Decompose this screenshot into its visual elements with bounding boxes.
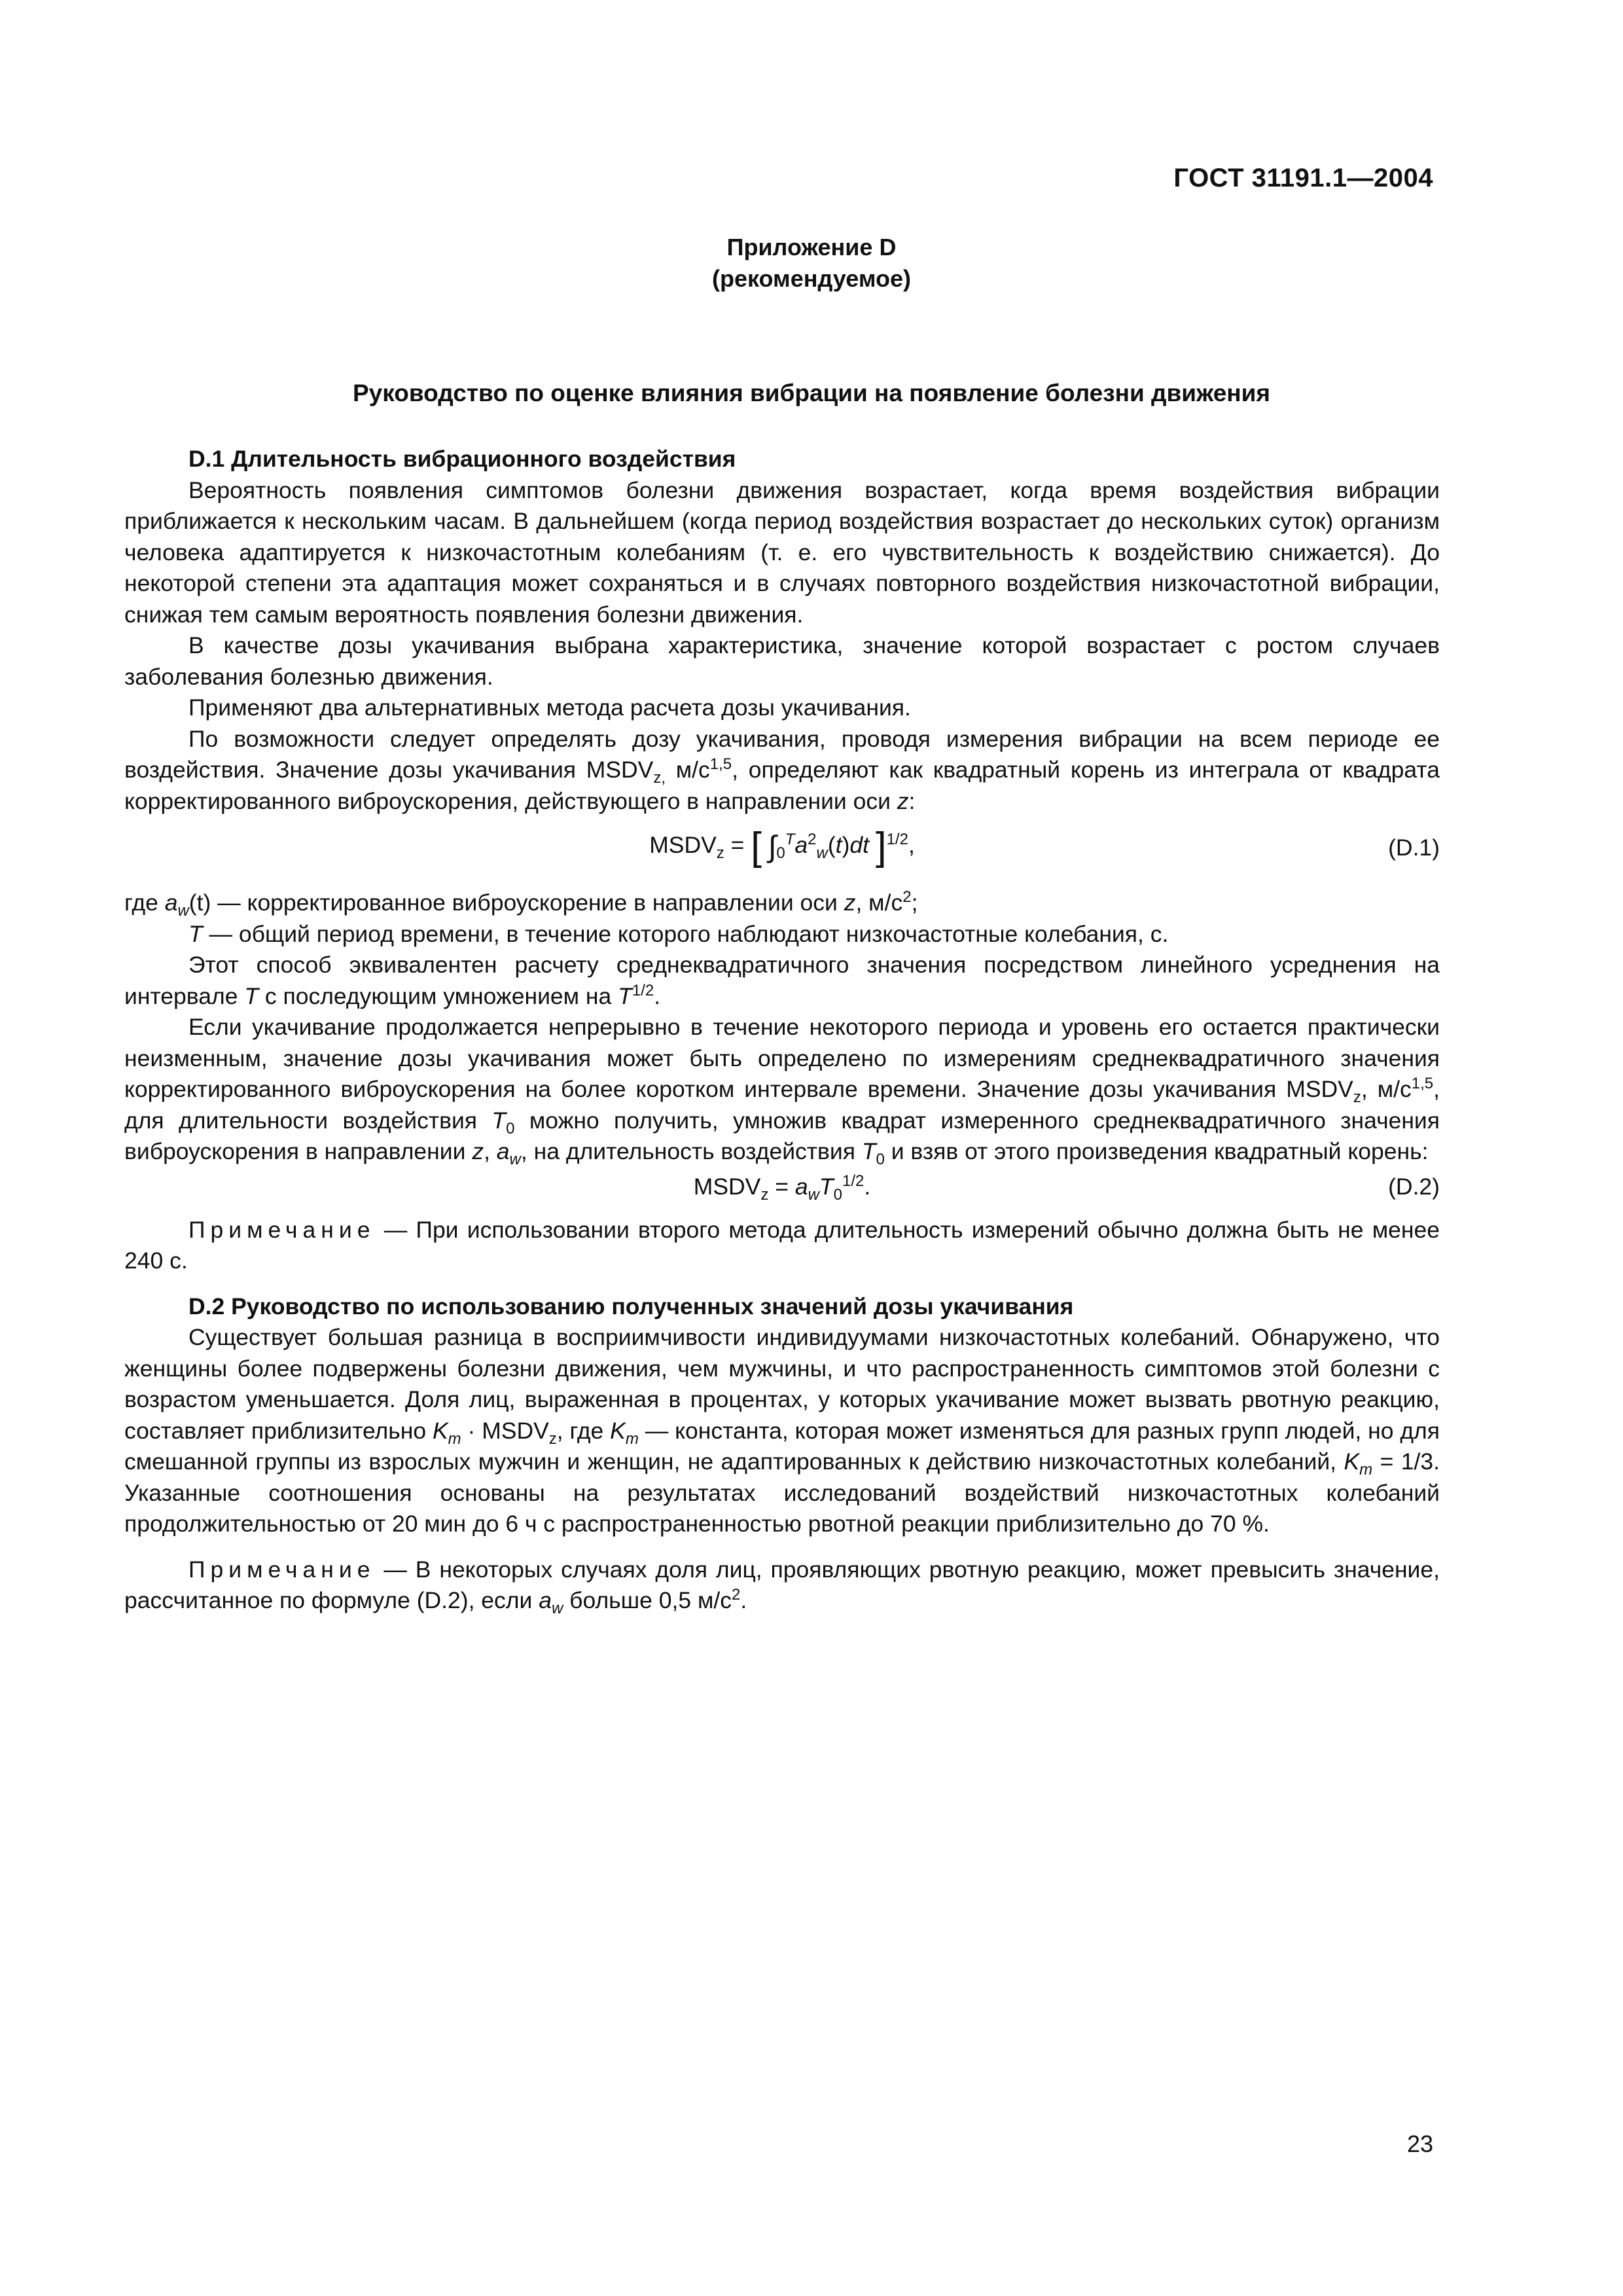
paragraph: Существует большая разница в восприимчивости индивидуумами низкочастотных колебаний. Обнаружено, что женщины более подвержены болезни движения, чем мужчины, и что распространенность симптомов этой болезни с возрастом уменьшается. Доля лиц, выраженная в процентах, у которых укачивание может вызвать рвотную реакцию, составляет приблизительно $K_m$ · $MSDV_z$, где $K_m$ — константа, которая может изменяться для разных групп людей, но для смешанной группы из взрослых мужчин и женщин, не адаптированных к действию низкочастотных колебаний, $K_m = 1/3$. Указанные соотношения основаны на результатах исследований воздействий низкочастотных колебаний продолжительностью от 20 мин до 6 ч с распространенностью рвотной реакции приблизительно до 70 %. [124,1324,1440,1537]
page-number: 23 [1406,2130,1433,2157]
document-body [124,444,1440,1617]
formula-d1-expression: $MSDV_z$ = [ $\int_0^Ta^2_w(t)dt$ ]$^{1/2}$, [649,824,915,869]
where-line-aw: где $a_w(t)$ — корректированное виброускорение в направлении оси z, $м/с^2$; [124,888,918,920]
formula-d1 [124,817,1440,888]
section-heading-d1: D.1 Длительность вибрационного воздействия [188,446,736,472]
standard-number: ГОСТ 31191.1—2004 [1173,164,1433,192]
paragraph: Этот способ эквивалентен расчету среднеквадратичного значения посредством линейного усреднения на интервале T с последующим умножением на $T^{1/2}$. [124,952,1440,1009]
note-label: Примечание [188,1556,376,1583]
formula-d2-number: (D.2) [1388,1173,1440,1200]
note: Примечание — При использовании второго метода длительность измерений обычно должна быть не менее 240 с. [124,1216,1440,1274]
paragraph: По возможности следует определять дозу укачивания, проводя измерения вибрации на всем периоде ее воздействия. Значение дозы укачивания $MSDV_{z,}$ $м/с^{1,5}$, определяют как квадратный корень из интеграла от квадрата корректированного виброускорения, действующего в направлении оси z: [124,725,1440,814]
document-title: Руководство по оценке влияния вибрации на появление болезни движения [352,380,1270,406]
section-heading-d2: D.2 Руководство по использованию полученных значений дозы укачивания [188,1293,1074,1319]
paragraph: Применяют два альтернативных метода расчета дозы укачивания. [188,694,911,721]
annex-status: (рекомендуемое) [712,265,911,292]
formula-d2-expression: $MSDV_z = a_wT_0^{1/2}$. [693,1172,871,1204]
where-line-t: T — общий период времени, в течение которого наблюдают низкочастотные колебания, с. [188,920,1169,947]
paragraph: Если укачивание продолжается непрерывно в течение некоторого периода и уровень его остается практически неизменным, значение дозы укачивания может быть определено по измерениям среднеквадратичного значения корректированного виброускорения на более коротком интервале времени. Значение дозы укачивания $MSDV_z$, $м/с^{1,5}$, для длительности воздействия $T_0$ можно получить, умножив квадрат измеренного среднеквадратичного значения виброускорения в направлении z, $a_w$, на длительность воздействия $T_0$ и взяв от этого произведения квадратный корень: [124,1014,1440,1169]
annex-title: Приложение D [726,234,897,260]
note: Примечание — В некоторых случаях доля лиц, проявляющих рвотную реакцию, может превысить значение, рассчитанное по формуле (D.2), если $a_w$ больше 0,5 $м/с^2$. [124,1556,1440,1618]
paragraph: Вероятность появления симптомов болезни движения возрастает, когда время воздействия вибрации приближается к нескольким часам. В дальнейшем (когда период воздействия возрастает до нескольких суток) организм человека адаптируется к низкочастотным колебаниям (т. е. его чувствительность к воздействию снижается). До некоторой степени эта адаптация может сохраняться и в случаях повторного воздействия низкочастотной вибрации, снижая тем самым вероятность появления болезни движения. [124,476,1440,628]
paragraph: В качестве дозы укачивания выбрана характеристика, значение которой возрастает с ростом случаев заболевания болезнью движения. [124,632,1440,690]
formula-d2 [124,1168,1440,1215]
note-label: Примечание [188,1216,376,1243]
formula-d1-number: (D.1) [1388,834,1440,861]
